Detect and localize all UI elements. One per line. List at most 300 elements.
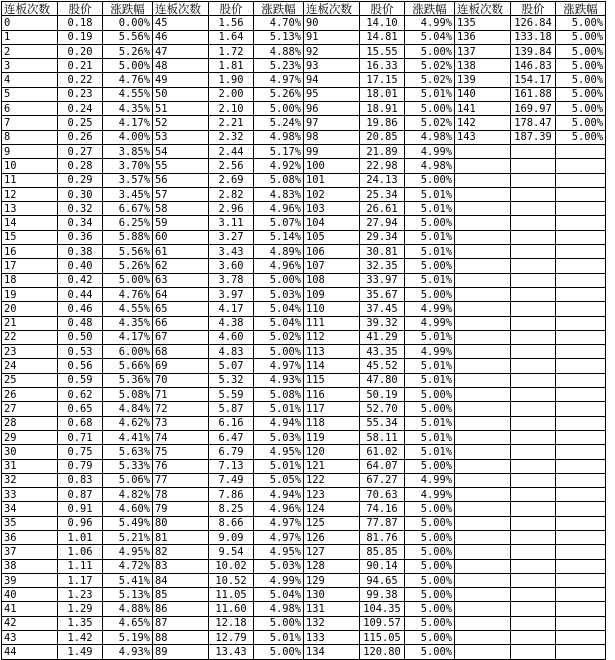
table-cell[interactable]: 33 xyxy=(2,488,58,502)
table-cell[interactable]: 4.95% xyxy=(254,545,304,559)
table-cell[interactable]: 4.55% xyxy=(103,302,153,316)
table-cell[interactable]: 73 xyxy=(153,416,209,430)
table-cell[interactable]: 22 xyxy=(2,330,58,344)
table-cell[interactable]: 5.00% xyxy=(556,116,606,130)
table-cell[interactable]: 11 xyxy=(2,173,58,187)
table-cell[interactable]: 37.45 xyxy=(360,302,405,316)
table-cell[interactable]: 126 xyxy=(304,530,360,544)
table-cell[interactable] xyxy=(556,445,606,459)
table-cell[interactable]: 2.00 xyxy=(209,87,254,101)
table-cell[interactable]: 82 xyxy=(153,545,209,559)
table-cell[interactable]: 4.98% xyxy=(254,602,304,616)
table-cell[interactable]: 25.34 xyxy=(360,187,405,201)
table-cell[interactable]: 2.96 xyxy=(209,202,254,216)
table-cell[interactable]: 4.35% xyxy=(103,316,153,330)
table-cell[interactable]: 4.60 xyxy=(209,330,254,344)
table-cell[interactable] xyxy=(556,216,606,230)
table-cell[interactable]: 77.87 xyxy=(360,516,405,530)
table-cell[interactable]: 2.32 xyxy=(209,130,254,144)
table-cell[interactable] xyxy=(455,216,511,230)
table-cell[interactable]: 72 xyxy=(153,402,209,416)
table-cell[interactable]: 4.41% xyxy=(103,430,153,444)
table-cell[interactable]: 4.76% xyxy=(103,287,153,301)
table-cell[interactable] xyxy=(455,159,511,173)
table-cell[interactable]: 139.84 xyxy=(511,44,556,58)
table-cell[interactable]: 4.70% xyxy=(254,16,304,30)
table-cell[interactable]: 3.78 xyxy=(209,273,254,287)
table-cell[interactable] xyxy=(455,230,511,244)
table-cell[interactable]: 129 xyxy=(304,573,360,587)
table-cell[interactable] xyxy=(556,416,606,430)
column-header[interactable]: 连板次数 xyxy=(455,2,511,16)
table-cell[interactable]: 0.42 xyxy=(58,273,103,287)
table-cell[interactable]: 101 xyxy=(304,173,360,187)
table-cell[interactable] xyxy=(556,287,606,301)
table-cell[interactable] xyxy=(455,330,511,344)
table-cell[interactable] xyxy=(455,416,511,430)
table-cell[interactable]: 51 xyxy=(153,102,209,116)
table-cell[interactable]: 2.44 xyxy=(209,144,254,158)
table-cell[interactable] xyxy=(556,187,606,201)
table-cell[interactable]: 27 xyxy=(2,402,58,416)
table-cell[interactable]: 25 xyxy=(2,373,58,387)
table-cell[interactable]: 37 xyxy=(2,545,58,559)
table-cell[interactable]: 5.00% xyxy=(405,645,455,659)
table-cell[interactable]: 4.89% xyxy=(254,245,304,259)
table-cell[interactable]: 5.00% xyxy=(556,44,606,58)
table-cell[interactable]: 76 xyxy=(153,459,209,473)
table-cell[interactable]: 70.63 xyxy=(360,488,405,502)
table-cell[interactable]: 0.34 xyxy=(58,216,103,230)
table-cell[interactable] xyxy=(511,616,556,630)
table-cell[interactable]: 96 xyxy=(304,102,360,116)
table-cell[interactable]: 110 xyxy=(304,302,360,316)
table-cell[interactable]: 4.99% xyxy=(254,573,304,587)
table-cell[interactable]: 4.88% xyxy=(254,44,304,58)
table-cell[interactable]: 4.76% xyxy=(103,73,153,87)
table-cell[interactable] xyxy=(511,330,556,344)
table-cell[interactable]: 9.09 xyxy=(209,530,254,544)
table-cell[interactable]: 36 xyxy=(2,530,58,544)
table-cell[interactable]: 117 xyxy=(304,402,360,416)
table-cell[interactable]: 90 xyxy=(304,16,360,30)
table-cell[interactable]: 3.57% xyxy=(103,173,153,187)
table-cell[interactable]: 4.92% xyxy=(254,159,304,173)
table-cell[interactable]: 7.86 xyxy=(209,488,254,502)
table-cell[interactable] xyxy=(455,202,511,216)
table-cell[interactable]: 32.35 xyxy=(360,259,405,273)
table-cell[interactable]: 0.36 xyxy=(58,230,103,244)
table-cell[interactable] xyxy=(556,345,606,359)
table-cell[interactable]: 4.99% xyxy=(405,473,455,487)
table-cell[interactable]: 5.00% xyxy=(405,573,455,587)
table-cell[interactable]: 84 xyxy=(153,573,209,587)
table-cell[interactable]: 5.13% xyxy=(254,30,304,44)
table-cell[interactable]: 89 xyxy=(153,645,209,659)
table-cell[interactable]: 5.00% xyxy=(254,102,304,116)
table-cell[interactable]: 100 xyxy=(304,159,360,173)
table-cell[interactable]: 98 xyxy=(304,130,360,144)
table-cell[interactable]: 21.89 xyxy=(360,144,405,158)
table-cell[interactable]: 4.95% xyxy=(103,545,153,559)
table-cell[interactable]: 121 xyxy=(304,459,360,473)
table-cell[interactable]: 53 xyxy=(153,130,209,144)
table-cell[interactable]: 1.64 xyxy=(209,30,254,44)
table-cell[interactable]: 71 xyxy=(153,388,209,402)
table-cell[interactable]: 12.79 xyxy=(209,631,254,645)
table-cell[interactable]: 5.02% xyxy=(405,73,455,87)
table-cell[interactable]: 74.16 xyxy=(360,502,405,516)
table-cell[interactable] xyxy=(511,631,556,645)
table-cell[interactable]: 8.25 xyxy=(209,502,254,516)
table-cell[interactable] xyxy=(556,645,606,659)
table-cell[interactable]: 4.93% xyxy=(103,645,153,659)
table-cell[interactable]: 137 xyxy=(455,44,511,58)
table-cell[interactable]: 5.00% xyxy=(405,559,455,573)
table-cell[interactable]: 5.01% xyxy=(405,359,455,373)
table-cell[interactable]: 14 xyxy=(2,216,58,230)
table-cell[interactable]: 13.43 xyxy=(209,645,254,659)
table-cell[interactable]: 41.29 xyxy=(360,330,405,344)
table-cell[interactable]: 103 xyxy=(304,202,360,216)
table-cell[interactable] xyxy=(511,416,556,430)
table-cell[interactable] xyxy=(455,488,511,502)
table-cell[interactable] xyxy=(511,373,556,387)
table-cell[interactable]: 0.32 xyxy=(58,202,103,216)
column-header[interactable]: 涨跌幅 xyxy=(103,2,153,16)
table-cell[interactable] xyxy=(511,645,556,659)
table-cell[interactable]: 64.07 xyxy=(360,459,405,473)
table-cell[interactable]: 16.33 xyxy=(360,59,405,73)
table-cell[interactable]: 4.99% xyxy=(405,488,455,502)
table-cell[interactable]: 5.00% xyxy=(254,616,304,630)
table-cell[interactable]: 5.01% xyxy=(254,631,304,645)
table-cell[interactable]: 5.14% xyxy=(254,230,304,244)
table-cell[interactable]: 0.65 xyxy=(58,402,103,416)
table-cell[interactable]: 1.17 xyxy=(58,573,103,587)
table-cell[interactable]: 126.84 xyxy=(511,16,556,30)
table-cell[interactable]: 33.97 xyxy=(360,273,405,287)
table-cell[interactable]: 112 xyxy=(304,330,360,344)
table-cell[interactable] xyxy=(556,316,606,330)
table-cell[interactable]: 6 xyxy=(2,102,58,116)
table-cell[interactable]: 5.49% xyxy=(103,516,153,530)
table-cell[interactable] xyxy=(455,302,511,316)
table-cell[interactable]: 127 xyxy=(304,545,360,559)
table-cell[interactable]: 5.07 xyxy=(209,359,254,373)
table-cell[interactable]: 0.68 xyxy=(58,416,103,430)
table-cell[interactable]: 79 xyxy=(153,502,209,516)
table-cell[interactable]: 78 xyxy=(153,488,209,502)
table-cell[interactable]: 120.80 xyxy=(360,645,405,659)
table-cell[interactable]: 85.85 xyxy=(360,545,405,559)
table-cell[interactable] xyxy=(556,302,606,316)
table-cell[interactable] xyxy=(556,602,606,616)
table-cell[interactable]: 32 xyxy=(2,473,58,487)
table-cell[interactable]: 57 xyxy=(153,187,209,201)
table-cell[interactable] xyxy=(455,473,511,487)
table-cell[interactable]: 5.00% xyxy=(405,502,455,516)
table-cell[interactable]: 4.35% xyxy=(103,102,153,116)
table-cell[interactable] xyxy=(511,588,556,602)
table-cell[interactable]: 5.00% xyxy=(405,545,455,559)
table-cell[interactable]: 18 xyxy=(2,273,58,287)
table-cell[interactable]: 92 xyxy=(304,44,360,58)
table-cell[interactable] xyxy=(511,502,556,516)
table-cell[interactable]: 4.99% xyxy=(405,345,455,359)
table-cell[interactable] xyxy=(556,588,606,602)
table-cell[interactable]: 95 xyxy=(304,87,360,101)
table-cell[interactable]: 22.98 xyxy=(360,159,405,173)
column-header[interactable]: 连板次数 xyxy=(304,2,360,16)
table-cell[interactable]: 4.83 xyxy=(209,345,254,359)
table-cell[interactable]: 7.49 xyxy=(209,473,254,487)
table-cell[interactable] xyxy=(455,359,511,373)
table-cell[interactable]: 5.00% xyxy=(405,588,455,602)
table-cell[interactable] xyxy=(556,616,606,630)
table-cell[interactable]: 5.00% xyxy=(405,516,455,530)
table-cell[interactable] xyxy=(511,359,556,373)
table-cell[interactable]: 5.00% xyxy=(254,345,304,359)
table-cell[interactable] xyxy=(511,488,556,502)
table-cell[interactable] xyxy=(455,445,511,459)
table-cell[interactable]: 5.04% xyxy=(405,30,455,44)
table-cell[interactable]: 5.00% xyxy=(556,87,606,101)
table-cell[interactable]: 21 xyxy=(2,316,58,330)
table-cell[interactable]: 34 xyxy=(2,502,58,516)
table-cell[interactable]: 6.16 xyxy=(209,416,254,430)
table-cell[interactable] xyxy=(455,530,511,544)
table-cell[interactable]: 5.41% xyxy=(103,573,153,587)
table-cell[interactable]: 4.94% xyxy=(254,488,304,502)
table-cell[interactable]: 5.00% xyxy=(405,631,455,645)
table-cell[interactable]: 61.02 xyxy=(360,445,405,459)
table-cell[interactable]: 4.97% xyxy=(254,530,304,544)
table-cell[interactable] xyxy=(511,430,556,444)
table-cell[interactable]: 5.04% xyxy=(254,316,304,330)
table-cell[interactable]: 94.65 xyxy=(360,573,405,587)
table-cell[interactable] xyxy=(455,402,511,416)
table-cell[interactable]: 5.88% xyxy=(103,230,153,244)
table-cell[interactable]: 1.23 xyxy=(58,588,103,602)
table-cell[interactable]: 12 xyxy=(2,187,58,201)
table-cell[interactable]: 5.17% xyxy=(254,144,304,158)
table-cell[interactable]: 26 xyxy=(2,388,58,402)
table-cell[interactable] xyxy=(556,245,606,259)
table-cell[interactable]: 0.00% xyxy=(103,16,153,30)
table-cell[interactable]: 3 xyxy=(2,59,58,73)
table-cell[interactable]: 2.21 xyxy=(209,116,254,130)
table-cell[interactable]: 8.66 xyxy=(209,516,254,530)
table-cell[interactable] xyxy=(511,388,556,402)
table-cell[interactable]: 5.00% xyxy=(405,259,455,273)
table-cell[interactable] xyxy=(556,388,606,402)
table-cell[interactable]: 9 xyxy=(2,144,58,158)
table-cell[interactable]: 142 xyxy=(455,116,511,130)
table-cell[interactable]: 67 xyxy=(153,330,209,344)
table-cell[interactable]: 68 xyxy=(153,345,209,359)
table-cell[interactable]: 140 xyxy=(455,87,511,101)
table-cell[interactable]: 4.94% xyxy=(254,416,304,430)
table-cell[interactable]: 80 xyxy=(153,516,209,530)
table-cell[interactable]: 105 xyxy=(304,230,360,244)
table-cell[interactable] xyxy=(556,473,606,487)
table-cell[interactable]: 4.82% xyxy=(103,488,153,502)
table-cell[interactable]: 4.96% xyxy=(254,259,304,273)
table-cell[interactable]: 161.88 xyxy=(511,87,556,101)
table-cell[interactable]: 69 xyxy=(153,359,209,373)
table-cell[interactable] xyxy=(556,488,606,502)
table-cell[interactable]: 4.62% xyxy=(103,416,153,430)
table-cell[interactable]: 40 xyxy=(2,588,58,602)
table-cell[interactable] xyxy=(556,516,606,530)
table-cell[interactable]: 83 xyxy=(153,559,209,573)
table-cell[interactable]: 81.76 xyxy=(360,530,405,544)
table-cell[interactable]: 5.24% xyxy=(254,116,304,130)
table-cell[interactable]: 5.00% xyxy=(556,59,606,73)
table-cell[interactable]: 6.79 xyxy=(209,445,254,459)
table-cell[interactable]: 47.80 xyxy=(360,373,405,387)
table-cell[interactable] xyxy=(455,645,511,659)
table-cell[interactable]: 4.99% xyxy=(405,16,455,30)
table-cell[interactable]: 4.65% xyxy=(103,616,153,630)
table-cell[interactable]: 5.01% xyxy=(405,416,455,430)
table-cell[interactable]: 4.84% xyxy=(103,402,153,416)
table-cell[interactable]: 87 xyxy=(153,616,209,630)
table-cell[interactable] xyxy=(556,545,606,559)
table-cell[interactable]: 14.81 xyxy=(360,30,405,44)
table-cell[interactable]: 4.96% xyxy=(254,502,304,516)
table-cell[interactable]: 1.42 xyxy=(58,631,103,645)
table-cell[interactable]: 1.90 xyxy=(209,73,254,87)
table-cell[interactable] xyxy=(511,159,556,173)
table-cell[interactable] xyxy=(511,445,556,459)
table-cell[interactable] xyxy=(511,216,556,230)
table-cell[interactable] xyxy=(556,259,606,273)
table-cell[interactable] xyxy=(556,459,606,473)
table-cell[interactable]: 5.00% xyxy=(405,602,455,616)
table-cell[interactable]: 5.00% xyxy=(556,73,606,87)
table-cell[interactable]: 15 xyxy=(2,230,58,244)
table-cell[interactable]: 28 xyxy=(2,416,58,430)
table-cell[interactable] xyxy=(455,631,511,645)
table-cell[interactable]: 5 xyxy=(2,87,58,101)
table-cell[interactable]: 0.44 xyxy=(58,287,103,301)
table-cell[interactable]: 5.21% xyxy=(103,530,153,544)
table-cell[interactable] xyxy=(455,545,511,559)
table-cell[interactable]: 5.01% xyxy=(405,87,455,101)
table-cell[interactable]: 4.96% xyxy=(254,202,304,216)
table-cell[interactable]: 10.52 xyxy=(209,573,254,587)
table-cell[interactable] xyxy=(556,144,606,158)
table-cell[interactable]: 10 xyxy=(2,159,58,173)
table-cell[interactable]: 0.62 xyxy=(58,388,103,402)
table-cell[interactable]: 5.01% xyxy=(405,445,455,459)
table-cell[interactable]: 5.59 xyxy=(209,388,254,402)
table-cell[interactable] xyxy=(455,345,511,359)
table-cell[interactable]: 5.00% xyxy=(556,30,606,44)
table-cell[interactable] xyxy=(556,430,606,444)
table-cell[interactable]: 20 xyxy=(2,302,58,316)
table-cell[interactable]: 1.01 xyxy=(58,530,103,544)
table-cell[interactable]: 10.02 xyxy=(209,559,254,573)
table-cell[interactable]: 49 xyxy=(153,73,209,87)
table-cell[interactable]: 11.60 xyxy=(209,602,254,616)
table-cell[interactable]: 6.00% xyxy=(103,345,153,359)
table-cell[interactable]: 5.01% xyxy=(405,273,455,287)
table-cell[interactable] xyxy=(511,259,556,273)
table-cell[interactable] xyxy=(455,259,511,273)
table-cell[interactable]: 17 xyxy=(2,259,58,273)
table-cell[interactable]: 15.55 xyxy=(360,44,405,58)
table-cell[interactable]: 4.38 xyxy=(209,316,254,330)
table-cell[interactable]: 18.01 xyxy=(360,87,405,101)
table-cell[interactable] xyxy=(556,330,606,344)
table-cell[interactable]: 2.82 xyxy=(209,187,254,201)
table-cell[interactable]: 143 xyxy=(455,130,511,144)
table-cell[interactable]: 4.00% xyxy=(103,130,153,144)
table-cell[interactable]: 5.66% xyxy=(103,359,153,373)
table-cell[interactable] xyxy=(511,316,556,330)
table-cell[interactable]: 1.49 xyxy=(58,645,103,659)
table-cell[interactable]: 44 xyxy=(2,645,58,659)
table-cell[interactable]: 5.00% xyxy=(405,102,455,116)
table-cell[interactable]: 4.98% xyxy=(405,130,455,144)
table-cell[interactable]: 0.40 xyxy=(58,259,103,273)
table-cell[interactable] xyxy=(556,573,606,587)
table-cell[interactable]: 4.97% xyxy=(254,516,304,530)
table-cell[interactable] xyxy=(511,245,556,259)
table-cell[interactable]: 35 xyxy=(2,516,58,530)
table-cell[interactable]: 3.11 xyxy=(209,216,254,230)
table-cell[interactable]: 0.18 xyxy=(58,16,103,30)
table-cell[interactable] xyxy=(455,373,511,387)
table-cell[interactable]: 52 xyxy=(153,116,209,130)
table-cell[interactable]: 0.53 xyxy=(58,345,103,359)
column-header[interactable]: 股价 xyxy=(209,2,254,16)
table-cell[interactable]: 19.86 xyxy=(360,116,405,130)
table-cell[interactable] xyxy=(455,187,511,201)
table-cell[interactable]: 99.38 xyxy=(360,588,405,602)
table-cell[interactable]: 5.87 xyxy=(209,402,254,416)
table-cell[interactable] xyxy=(455,602,511,616)
table-cell[interactable]: 66 xyxy=(153,316,209,330)
table-cell[interactable]: 74 xyxy=(153,430,209,444)
table-cell[interactable]: 64 xyxy=(153,287,209,301)
table-cell[interactable]: 61 xyxy=(153,245,209,259)
table-cell[interactable] xyxy=(511,473,556,487)
table-cell[interactable]: 55 xyxy=(153,159,209,173)
column-header[interactable]: 股价 xyxy=(58,2,103,16)
table-cell[interactable]: 62 xyxy=(153,259,209,273)
table-cell[interactable] xyxy=(556,173,606,187)
table-cell[interactable] xyxy=(556,202,606,216)
table-cell[interactable]: 122 xyxy=(304,473,360,487)
table-cell[interactable]: 141 xyxy=(455,102,511,116)
table-cell[interactable]: 5.26% xyxy=(103,44,153,58)
table-cell[interactable]: 4.98% xyxy=(405,159,455,173)
table-cell[interactable]: 0.30 xyxy=(58,187,103,201)
table-cell[interactable]: 97 xyxy=(304,116,360,130)
table-cell[interactable]: 5.01% xyxy=(405,187,455,201)
table-cell[interactable]: 3.85% xyxy=(103,144,153,158)
table-cell[interactable]: 7 xyxy=(2,116,58,130)
table-cell[interactable]: 0.20 xyxy=(58,44,103,58)
table-cell[interactable]: 5.00% xyxy=(405,388,455,402)
table-cell[interactable] xyxy=(556,230,606,244)
table-cell[interactable]: 5.00% xyxy=(103,273,153,287)
table-cell[interactable] xyxy=(455,144,511,158)
